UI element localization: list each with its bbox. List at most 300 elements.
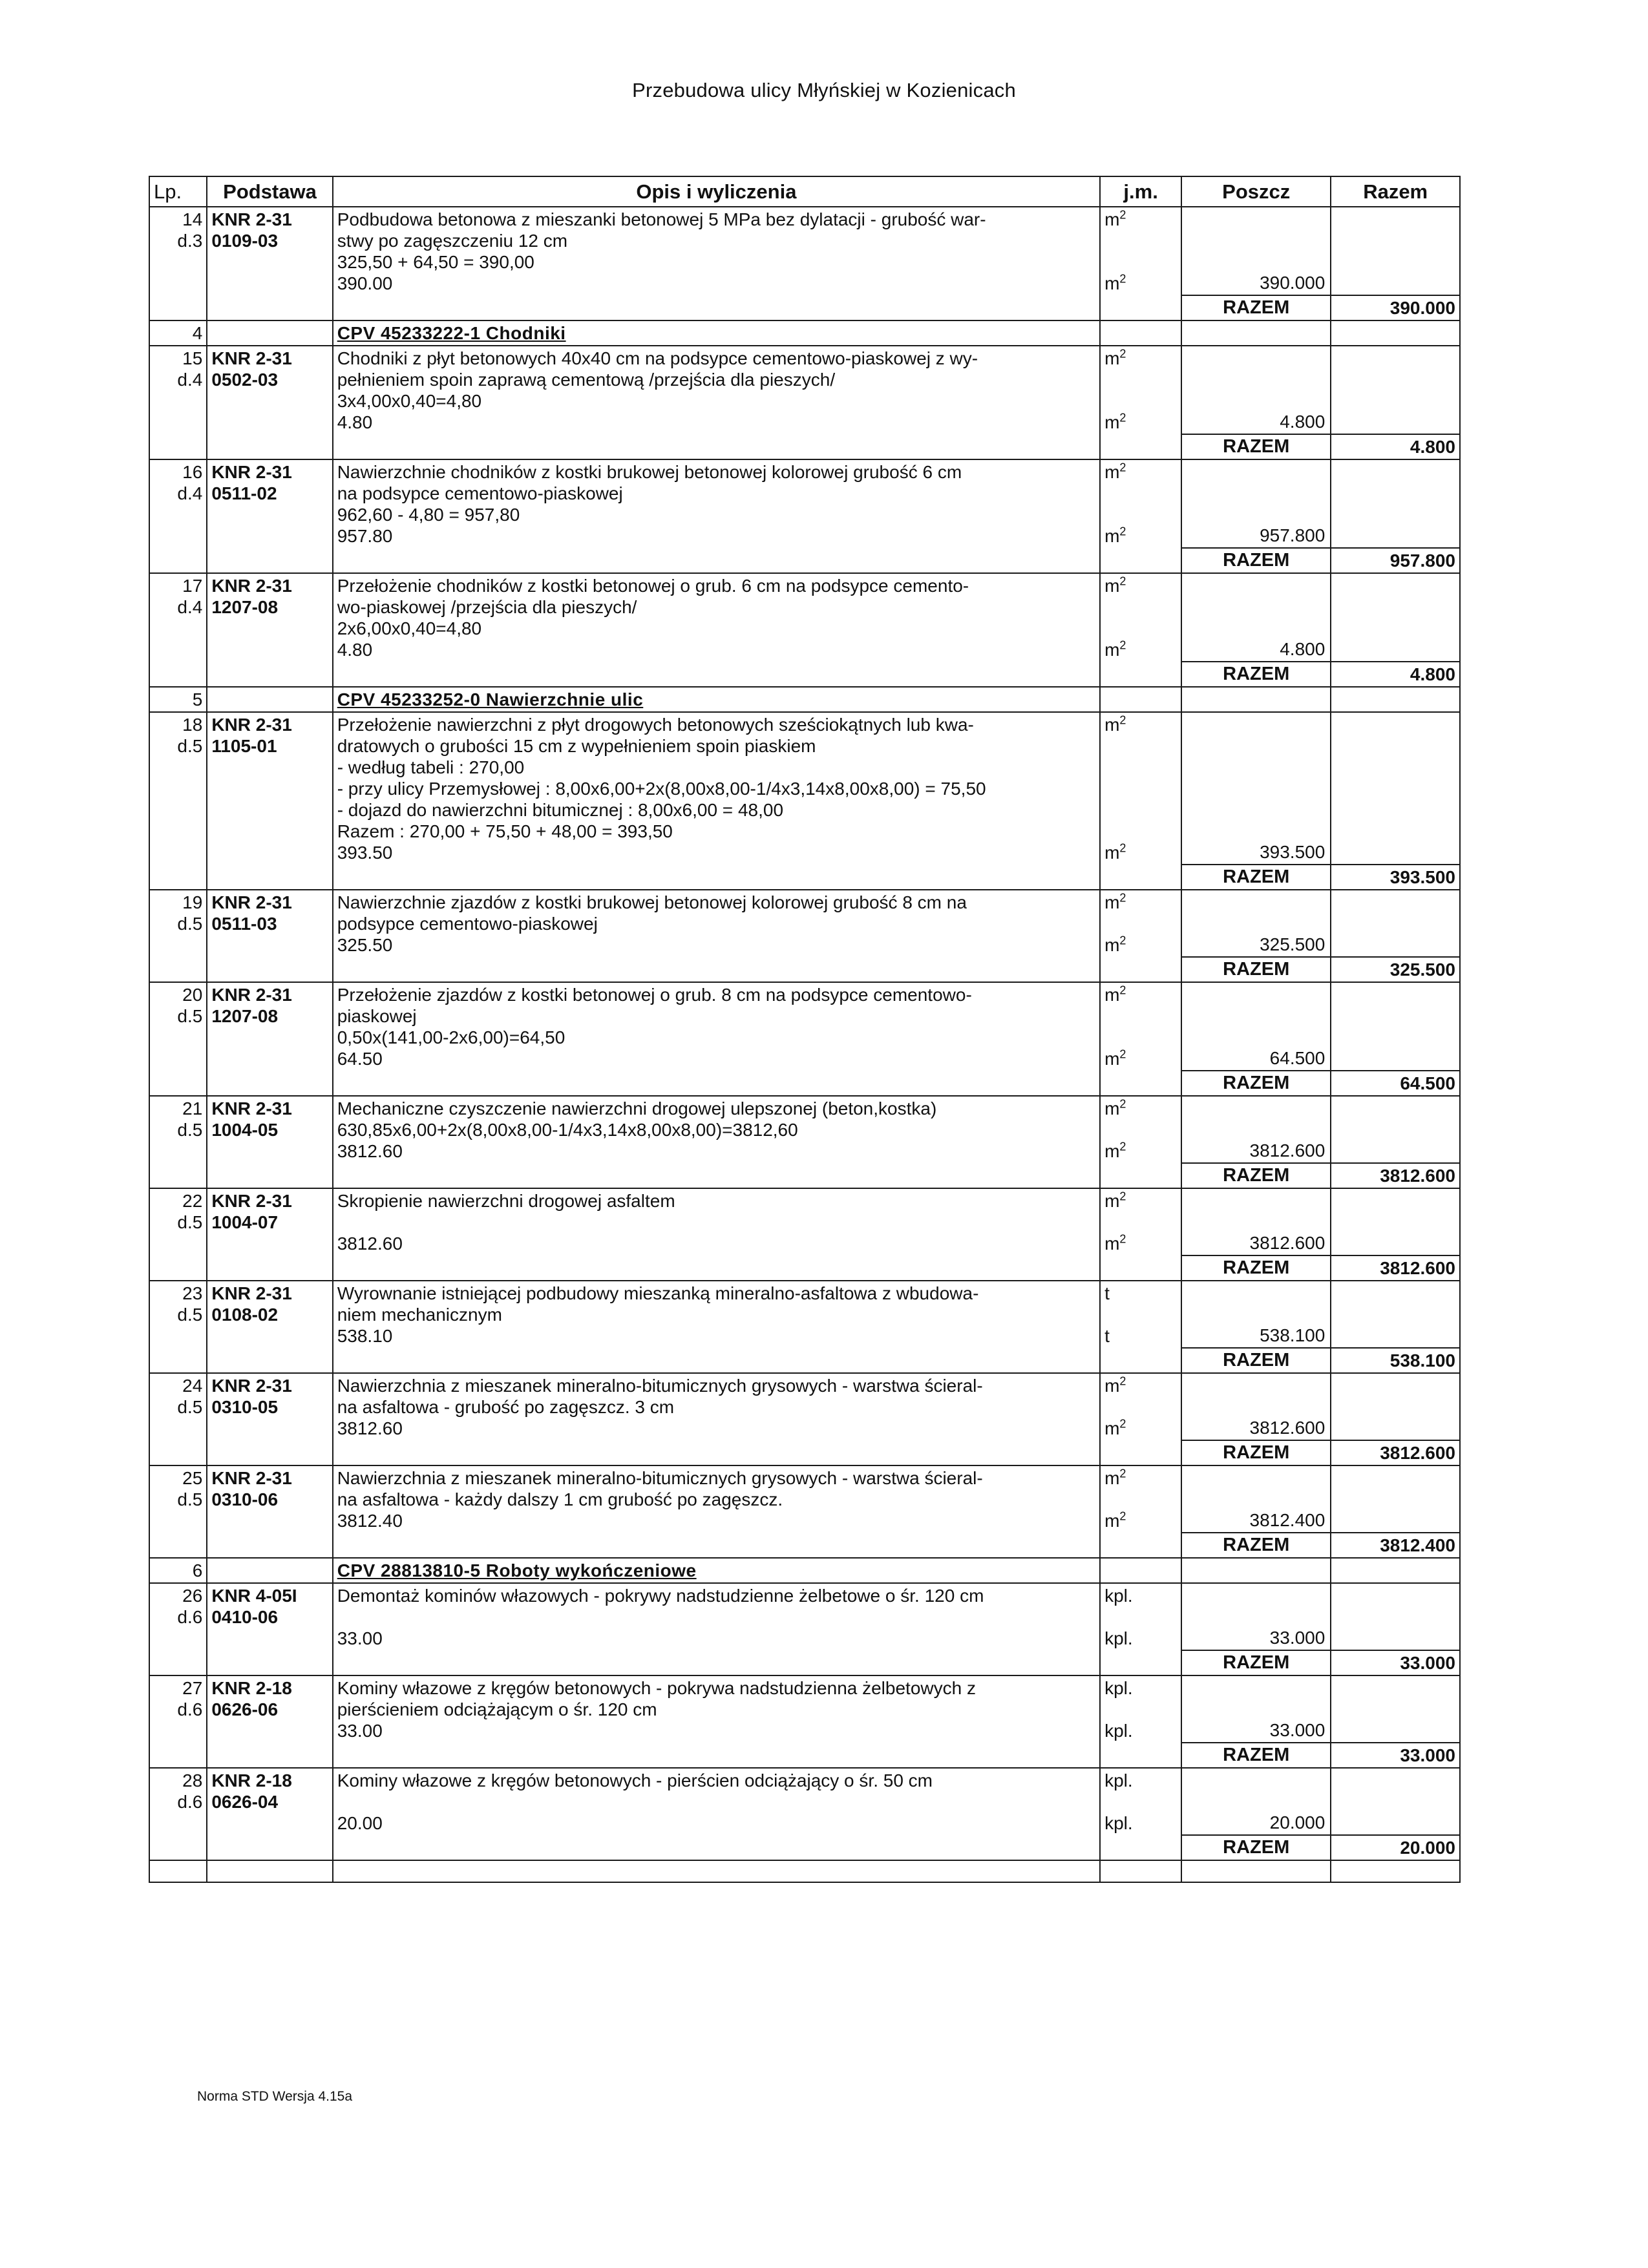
item-total-empty (1331, 459, 1460, 548)
item-lp (149, 1465, 207, 1533)
item-unit-spacer (1104, 1005, 1177, 1027)
item-unit-calc: kpl. (1104, 1628, 1133, 1648)
item-basis (207, 346, 332, 434)
item-total-empty (1331, 346, 1460, 434)
item-unit (1100, 459, 1181, 548)
item-lp-number: 28 (182, 1770, 203, 1790)
item-unit-cont (1100, 1440, 1181, 1465)
item-razem-label: RAZEM (1181, 957, 1331, 982)
item-basis (207, 573, 332, 662)
table-row (149, 1096, 1460, 1163)
item-lp-sub: d.6 (177, 1607, 203, 1627)
item-lp-number: 16 (182, 462, 203, 482)
item-unit-cont (1100, 957, 1181, 982)
item-total-empty (1331, 573, 1460, 662)
item-lp-sub: d.5 (177, 1489, 203, 1509)
item-razem-label: RAZEM (1181, 1743, 1331, 1768)
item-basis-code: 0502-03 (211, 370, 279, 390)
item-total: 957.800 (1331, 548, 1460, 573)
item-total-empty (1331, 1188, 1460, 1255)
item-unit-top: kpl. (1104, 1678, 1133, 1698)
item-lp-cont (149, 1440, 207, 1465)
header-basis: Podstawa (207, 176, 332, 207)
item-unit-spacer (1104, 1606, 1177, 1628)
item-description-line: Przełożenie zjazdów z kostki betonowej o grub. 8 cm na podsypce cementowo- (337, 985, 972, 1005)
item-description-cont (333, 1163, 1100, 1188)
item-unit-top: $m^2$ (1104, 1190, 1126, 1211)
item-basis-code: 0310-05 (211, 1397, 279, 1417)
item-lp-number: 25 (182, 1468, 203, 1488)
table-row (149, 1373, 1460, 1440)
item-quantity: 33.000 (1181, 1675, 1331, 1743)
item-total-empty (1331, 890, 1460, 957)
tail-cell (149, 1860, 207, 1882)
item-description-cont (333, 1255, 1100, 1281)
item-description (333, 712, 1100, 865)
item-unit (1100, 1465, 1181, 1533)
item-basis-catalog: KNR 2-31 (211, 1098, 292, 1118)
item-lp (149, 459, 207, 548)
item-total-empty (1331, 1096, 1460, 1163)
item-quantity: 3812.600 (1181, 1096, 1331, 1163)
item-basis-catalog: KNR 2-18 (211, 1770, 292, 1790)
footer-version: Norma STD Wersja 4.15a (197, 2089, 353, 2104)
cost-estimate-table (149, 176, 1461, 1883)
item-basis-catalog: KNR 2-31 (211, 1283, 292, 1303)
item-razem-label: RAZEM (1181, 1255, 1331, 1281)
item-description-line: 325.50 (337, 935, 393, 955)
item-unit-top: $m^2$ (1104, 1467, 1126, 1488)
item-description-line: Przełożenie chodników z kostki betonowej o grub. 6 cm na podsypce cemento- (337, 576, 969, 596)
item-unit-top: $m^2$ (1104, 891, 1126, 912)
item-unit-calc: $m^2$ (1104, 1140, 1126, 1161)
item-razem-label: RAZEM (1181, 548, 1331, 573)
section-qty-empty (1181, 320, 1331, 346)
table-row (149, 1583, 1460, 1650)
item-unit (1100, 1583, 1181, 1650)
item-total-empty (1331, 1583, 1460, 1650)
item-lp-cont (149, 1533, 207, 1558)
item-razem-label: RAZEM (1181, 1650, 1331, 1675)
item-basis-catalog: KNR 2-31 (211, 209, 292, 229)
item-basis-code: 1207-08 (211, 597, 279, 617)
section-basis-empty (207, 687, 332, 712)
item-razem-label: RAZEM (1181, 1440, 1331, 1465)
item-total: 64.500 (1331, 1071, 1460, 1096)
table-row (149, 1465, 1460, 1533)
item-lp-cont (149, 548, 207, 573)
item-basis-cont (207, 1533, 332, 1558)
item-unit-calc: t (1104, 1326, 1110, 1346)
item-lp-number: 20 (182, 985, 203, 1005)
item-quantity: 957.800 (1181, 459, 1331, 548)
table-row (149, 207, 1460, 295)
item-description-line: 4.80 (337, 640, 373, 660)
item-description-line: na asfaltowa - grubość po zagęszcz. 3 cm (337, 1397, 675, 1417)
item-description-line: 3812.60 (337, 1418, 403, 1438)
item-lp-sub: d.5 (177, 1006, 203, 1026)
section-basis-empty (207, 320, 332, 346)
item-description-line: na asfaltowa - każdy dalszy 1 cm grubość po zagęszcz. (337, 1489, 783, 1509)
item-unit-calc: $m^2$ (1104, 841, 1126, 863)
section-qty-empty (1181, 687, 1331, 712)
item-total-empty (1331, 1675, 1460, 1743)
item-description-line: - według tabeli : 270,00 (337, 757, 525, 777)
item-basis-cont (207, 1348, 332, 1373)
item-lp-number: 22 (182, 1191, 203, 1211)
table-row-total (149, 1255, 1460, 1281)
item-basis-catalog: KNR 2-31 (211, 1191, 292, 1211)
item-lp-sub: d.5 (177, 1397, 203, 1417)
item-basis (207, 1373, 332, 1440)
item-description-line: Kominy włazowe z kręgów betonowych - pokrywa nadstudzienna żelbetowych z (337, 1678, 976, 1698)
item-lp-cont (149, 1743, 207, 1768)
item-description-line: 325,50 + 64,50 = 390,00 (337, 252, 534, 272)
table-header-row (149, 176, 1460, 207)
item-basis (207, 1465, 332, 1533)
item-unit-top: $m^2$ (1104, 347, 1126, 368)
item-lp-cont (149, 1650, 207, 1675)
table-row-total (149, 1440, 1460, 1465)
item-quantity: 3812.400 (1181, 1465, 1331, 1533)
item-total-empty (1331, 1373, 1460, 1440)
item-basis-catalog: KNR 2-31 (211, 715, 292, 735)
item-description-cont (333, 548, 1100, 573)
item-lp-cont (149, 1348, 207, 1373)
item-unit-calc: $m^2$ (1104, 525, 1126, 546)
item-quantity: 538.100 (1181, 1281, 1331, 1348)
item-description (333, 1768, 1100, 1835)
item-unit (1100, 573, 1181, 662)
item-lp-sub: d.4 (177, 483, 203, 503)
item-basis-code: 1004-05 (211, 1120, 279, 1140)
item-unit-top: kpl. (1104, 1586, 1133, 1606)
item-basis-cont (207, 1743, 332, 1768)
item-unit-spacer (1104, 757, 1177, 778)
section-total-empty (1331, 320, 1460, 346)
section-header-row (149, 320, 1460, 346)
item-unit (1100, 1188, 1181, 1255)
item-lp (149, 890, 207, 957)
item-description-line: 3812.60 (337, 1141, 403, 1161)
item-lp (149, 1373, 207, 1440)
item-description-line: 3812.60 (337, 1234, 403, 1254)
item-unit-top: $m^2$ (1104, 1374, 1126, 1396)
item-total: 538.100 (1331, 1348, 1460, 1373)
item-unit-cont (1100, 1348, 1181, 1373)
item-description-line: Nawierzchnia z mieszanek mineralno-bitumicznych grysowych - warstwa ścieral- (337, 1468, 983, 1488)
item-description (333, 1096, 1100, 1163)
item-unit-spacer (1104, 596, 1177, 618)
item-total: 33.000 (1331, 1650, 1460, 1675)
item-razem-label: RAZEM (1181, 434, 1331, 459)
item-basis-code: 1004-07 (211, 1212, 279, 1232)
tail-cell (1181, 1860, 1331, 1882)
item-description-line: pełnieniem spoin zaprawą cementową /przejścia dla pieszych/ (337, 370, 836, 390)
table-row (149, 1281, 1460, 1348)
item-unit-calc: kpl. (1104, 1721, 1133, 1741)
table-tail-row (149, 1860, 1460, 1882)
item-basis-code: 0410-06 (211, 1607, 279, 1627)
item-lp (149, 346, 207, 434)
item-basis-cont (207, 295, 332, 320)
item-total: 4.800 (1331, 662, 1460, 687)
item-basis-code: 1207-08 (211, 1006, 279, 1026)
header-description: Opis i wyliczenia (333, 176, 1100, 207)
item-basis-cont (207, 548, 332, 573)
item-description-line: 390.00 (337, 273, 393, 293)
item-description-line: podsypce cementowo-piaskowej (337, 914, 598, 934)
item-unit-cont (1100, 662, 1181, 687)
item-razem-label: RAZEM (1181, 1071, 1331, 1096)
header-quantity: Poszcz (1181, 176, 1331, 207)
item-unit-spacer (1104, 483, 1177, 504)
item-description-cont (333, 1071, 1100, 1096)
item-quantity: 33.000 (1181, 1583, 1331, 1650)
item-description-line: Podbudowa betonowa z mieszanki betonowej 5 MPa bez dylatacji - grubość war- (337, 209, 986, 229)
item-description (333, 1675, 1100, 1743)
item-basis (207, 1583, 332, 1650)
item-basis-catalog: KNR 2-31 (211, 576, 292, 596)
item-lp-number: 23 (182, 1283, 203, 1303)
item-description-line: 20.00 (337, 1813, 383, 1833)
item-unit-cont (1100, 1743, 1181, 1768)
item-total: 3812.600 (1331, 1255, 1460, 1281)
item-quantity: 393.500 (1181, 712, 1331, 865)
item-razem-label: RAZEM (1181, 865, 1331, 890)
item-description-line: Nawierzchnie zjazdów z kostki brukowej betonowej kolorowej grubość 8 cm na (337, 892, 967, 912)
item-lp (149, 982, 207, 1071)
item-unit-top: $m^2$ (1104, 461, 1126, 482)
item-unit-cont (1100, 295, 1181, 320)
item-basis-cont (207, 1071, 332, 1096)
item-unit-cont (1100, 548, 1181, 573)
item-unit (1100, 890, 1181, 957)
item-unit-top: $m^2$ (1104, 574, 1126, 596)
item-lp-number: 26 (182, 1586, 203, 1606)
item-description-line: 2x6,00x0,40=4,80 (337, 618, 482, 638)
item-description-line: Demontaż kominów włazowych - pokrywy nadstudzienne żelbetowe o śr. 120 cm (337, 1586, 984, 1606)
item-unit-top: $m^2$ (1104, 1097, 1126, 1118)
item-unit-top: t (1104, 1283, 1110, 1303)
item-description (333, 1373, 1100, 1440)
item-description-line: Kominy włazowe z kręgów betonowych - pierścien odciążający o śr. 50 cm (337, 1770, 933, 1790)
table-row-total (149, 295, 1460, 320)
item-total: 20.000 (1331, 1835, 1460, 1860)
item-description-line: 3x4,00x0,40=4,80 (337, 391, 482, 411)
item-description-line: Razem : 270,00 + 75,50 + 48,00 = 393,50 (337, 821, 673, 841)
item-basis-catalog: KNR 2-31 (211, 348, 292, 368)
item-unit-spacer (1104, 1791, 1177, 1812)
item-quantity: 64.500 (1181, 982, 1331, 1071)
item-unit-top: $m^2$ (1104, 983, 1126, 1005)
item-unit-spacer (1104, 735, 1177, 757)
section-basis-empty (207, 1558, 332, 1583)
item-lp-sub: d.5 (177, 1305, 203, 1325)
item-description-line: 538.10 (337, 1326, 393, 1346)
item-unit-spacer (1104, 1699, 1177, 1720)
table-row-total (149, 1071, 1460, 1096)
item-unit (1100, 1281, 1181, 1348)
item-lp-sub: d.6 (177, 1792, 203, 1812)
item-description-line: 64.50 (337, 1049, 383, 1069)
item-lp-cont (149, 1835, 207, 1860)
item-unit-spacer (1104, 778, 1177, 799)
section-total-empty (1331, 687, 1460, 712)
item-total: 325.500 (1331, 957, 1460, 982)
item-basis-code: 0310-06 (211, 1489, 279, 1509)
item-basis (207, 890, 332, 957)
item-basis (207, 1096, 332, 1163)
item-unit (1100, 1096, 1181, 1163)
section-number: 6 (149, 1558, 207, 1583)
item-lp-sub: d.4 (177, 370, 203, 390)
table-body (149, 207, 1460, 1882)
item-lp-number: 14 (182, 209, 203, 229)
table-row-total (149, 957, 1460, 982)
item-lp-cont (149, 295, 207, 320)
item-description-line: pierścieniem odciążającym o śr. 120 cm (337, 1699, 657, 1719)
item-unit-spacer (1104, 1489, 1177, 1510)
item-description-line: stwy po zagęszczeniu 12 cm (337, 231, 568, 251)
item-description-cont (333, 1743, 1100, 1768)
table-row (149, 346, 1460, 434)
table-row (149, 1188, 1460, 1255)
item-description (333, 1465, 1100, 1533)
item-unit (1100, 1768, 1181, 1835)
item-razem-label: RAZEM (1181, 1835, 1331, 1860)
tail-cell (207, 1860, 332, 1882)
item-razem-label: RAZEM (1181, 1163, 1331, 1188)
section-total-empty (1331, 1558, 1460, 1583)
item-lp-cont (149, 1071, 207, 1096)
item-lp-cont (149, 957, 207, 982)
item-description-line: 393.50 (337, 843, 393, 863)
item-unit-calc: $m^2$ (1104, 272, 1126, 293)
item-quantity: 325.500 (1181, 890, 1331, 957)
item-unit-spacer (1104, 799, 1177, 821)
item-total: 390.000 (1331, 295, 1460, 320)
item-unit (1100, 346, 1181, 434)
item-basis (207, 1281, 332, 1348)
header-total: Razem (1331, 176, 1460, 207)
item-unit-calc: $m^2$ (1104, 1232, 1126, 1254)
section-header-row (149, 1558, 1460, 1583)
item-description-line (337, 1791, 1095, 1812)
item-description-cont (333, 1348, 1100, 1373)
item-unit-top: $m^2$ (1104, 208, 1126, 229)
document-title: Przebudowa ulicy Młyńskiej w Kozienicach (632, 79, 1016, 101)
item-lp-sub: d.5 (177, 1212, 203, 1232)
item-description-line: wo-piaskowej /przejścia dla pieszych/ (337, 597, 637, 617)
item-lp-cont (149, 865, 207, 890)
table-row-total (149, 1533, 1460, 1558)
item-description (333, 573, 1100, 662)
item-lp-sub: d.5 (177, 736, 203, 756)
item-total-empty (1331, 712, 1460, 865)
item-lp-number: 24 (182, 1376, 203, 1396)
item-total-empty (1331, 1465, 1460, 1533)
item-lp (149, 1281, 207, 1348)
item-total-empty (1331, 1768, 1460, 1835)
item-unit (1100, 207, 1181, 295)
tail-cell (1331, 1860, 1460, 1882)
item-basis-cont (207, 1163, 332, 1188)
item-description-line: 4.80 (337, 412, 373, 432)
section-qty-empty (1181, 1558, 1331, 1583)
item-unit-cont (1100, 1255, 1181, 1281)
item-lp-number: 21 (182, 1098, 203, 1118)
item-description-line: Mechaniczne czyszczenie nawierzchni drogowej ulepszonej (beton,kostka) (337, 1098, 937, 1118)
item-unit-spacer (1104, 1119, 1177, 1140)
item-description-line: 957.80 (337, 526, 393, 546)
table-row-total (149, 1835, 1460, 1860)
item-unit-calc: $m^2$ (1104, 1047, 1126, 1069)
item-description-line: Przełożenie nawierzchni z płyt drogowych betonowych sześciokątnych lub kwa- (337, 715, 974, 735)
item-quantity: 4.800 (1181, 573, 1331, 662)
item-quantity: 20.000 (1181, 1768, 1331, 1835)
item-description-cont (333, 865, 1100, 890)
item-unit (1100, 712, 1181, 865)
item-basis-catalog: KNR 2-31 (211, 985, 292, 1005)
table-row-total (149, 548, 1460, 573)
item-description-line: Skropienie nawierzchni drogowej asfaltem (337, 1191, 675, 1211)
item-description-line: na podsypce cementowo-piaskowej (337, 483, 623, 503)
item-unit-spacer (1104, 618, 1177, 639)
item-unit-spacer (1104, 251, 1177, 273)
item-lp-number: 17 (182, 576, 203, 596)
item-quantity: 390.000 (1181, 207, 1331, 295)
tail-cell (333, 1860, 1100, 1882)
item-unit-spacer (1104, 390, 1177, 412)
item-description-line: 33.00 (337, 1628, 383, 1648)
item-lp-sub: d.6 (177, 1699, 203, 1719)
item-basis-catalog: KNR 2-31 (211, 892, 292, 912)
item-total-empty (1331, 982, 1460, 1071)
item-basis-code: 0626-04 (211, 1792, 279, 1812)
item-lp (149, 573, 207, 662)
item-lp-number: 27 (182, 1678, 203, 1698)
item-description-line: niem mechanicznym (337, 1305, 502, 1325)
section-number: 4 (149, 320, 207, 346)
item-description-line: 0,50x(141,00-2x6,00)=64,50 (337, 1027, 565, 1047)
item-basis-catalog: KNR 2-18 (211, 1678, 292, 1698)
section-unit-empty (1100, 1558, 1181, 1583)
table-row (149, 982, 1460, 1071)
item-unit-calc: $m^2$ (1104, 934, 1126, 955)
item-basis-code: 1105-01 (211, 736, 277, 756)
item-description-line: Nawierzchnie chodników z kostki brukowej betonowej kolorowej grubość 6 cm (337, 462, 962, 482)
item-description-line: - przy ulicy Przemysłowej : 8,00x6,00+2x(8,00x8,00-1/4x3,14x8,00x8,00) = 75,50 (337, 779, 986, 799)
item-basis-cont (207, 957, 332, 982)
item-lp-sub: d.4 (177, 597, 203, 617)
item-lp-sub: d.3 (177, 231, 203, 251)
item-basis-catalog: KNR 4-05I (211, 1586, 297, 1606)
item-lp (149, 1768, 207, 1835)
item-lp-sub: d.5 (177, 914, 203, 934)
item-quantity: 3812.600 (1181, 1373, 1331, 1440)
item-description (333, 890, 1100, 957)
item-description-cont (333, 1440, 1100, 1465)
item-description-cont (333, 1533, 1100, 1558)
item-basis (207, 1188, 332, 1255)
table-row-total (149, 1743, 1460, 1768)
item-unit-cont (1100, 1163, 1181, 1188)
item-lp (149, 712, 207, 865)
item-quantity: 4.800 (1181, 346, 1331, 434)
item-lp-number: 18 (182, 715, 203, 735)
item-basis (207, 712, 332, 865)
